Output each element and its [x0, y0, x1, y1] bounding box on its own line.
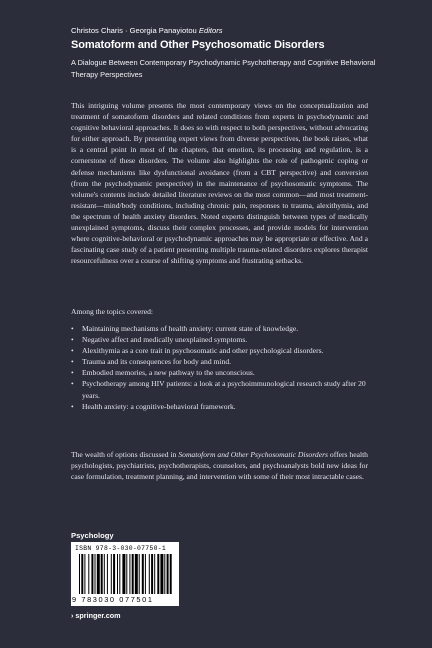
barcode-bar — [79, 554, 80, 594]
barcode-bar — [160, 554, 163, 594]
closing-text — [71, 449, 368, 482]
barcode-bar — [164, 554, 165, 594]
barcode-bar — [157, 554, 159, 594]
barcode-bar — [88, 554, 89, 594]
barcode-bar — [81, 554, 83, 594]
barcode-bar — [151, 554, 153, 594]
description — [71, 100, 368, 266]
editors-suffix: Editors — [198, 26, 223, 35]
topics-intro: Among the topics covered: — [71, 307, 154, 316]
barcode-bar — [170, 554, 172, 594]
barcode-bar — [91, 554, 93, 594]
topic-item: • Trauma and its consequences for body and mind. — [71, 356, 371, 367]
barcode-bar — [135, 554, 138, 594]
topic-item: • Embodied memories, a new pathway to the unconscious. — [71, 367, 371, 378]
description-paragraph: This intriguing volume presents the most contemporary views on the conceptualization and treatment of somatoform disorders and related conditions from experts in psychodynamic and cognitive behavioral approaches. It does so with respect to both perspectives, without advocating for either approach. By presenting expert views from diverse perspectives, the book raises, what is a central point in most of the chapters, that emotion, its processing and regulation, is a cornerstone of these disorders. The volume also highlights the role of pathogenic coping or defense mechanisms like dysfunctional avoidance (from a CBT perspective) and conversion (from the psychodynamic perspective) in the maintenance of psychosomatic symptoms. The volume's contents include detailed literature reviews on the most common—and most treatment-resistant—mind/body conditions, including chronic pain, responses to trauma, alexithymia, and the spectrum of health anxiety disorders. Noted experts distinguish between types of medically unexplained symptoms, discuss their complex processes, and provide models for intervention where cognitive-behavioral or psychodynamic approaches may be appropriate or effective. And a fascinating case study of a patient presenting multiple trauma-related disorders explores therapist resourcefulness over a course of shifting symptoms and frustrating setbacks. — [71, 101, 368, 266]
barcode-bar — [126, 554, 127, 594]
topics-list — [71, 323, 371, 412]
book-subtitle: A Dialogue Between Contemporary Psychodynamic Psychotherapy and Cognitive Behavioral Therapy Perspectives — [71, 58, 376, 79]
barcode-bar — [149, 554, 150, 594]
barcode-bar — [107, 554, 108, 594]
closing-paragraph — [71, 449, 368, 482]
barcode-bar — [122, 554, 125, 594]
topic-item: • Negative affect and medically unexplained symptoms. — [71, 334, 371, 345]
topic-item: • Health anxiety: a cognitive-behavioral framework. — [71, 401, 371, 412]
barcode-bar — [84, 554, 85, 594]
isbn-text: ISBN 978-3-030-07750-1 — [75, 545, 166, 552]
barcode-bar — [132, 554, 134, 594]
barcode — [71, 542, 179, 606]
book-title: Somatoform and Other Psychosomatic Disorders — [71, 39, 325, 51]
barcode-bar — [111, 554, 112, 594]
barcode-bar — [167, 554, 169, 594]
barcode-bars — [79, 554, 173, 594]
barcode-bar — [95, 554, 96, 594]
barcode-digits: 9 783030 077501 — [72, 595, 154, 604]
barcode-bar — [119, 554, 120, 594]
category-label: Psychology — [71, 531, 114, 540]
barcode-bar — [97, 554, 100, 594]
barcode-bar — [117, 554, 118, 594]
publisher-link[interactable]: › springer.com — [71, 611, 121, 620]
closing-book-title: Somatoform and Other Psychosomatic Disorders — [178, 450, 328, 459]
closing-before: The wealth of options discussed in — [71, 450, 179, 459]
barcode-bar — [129, 554, 130, 594]
barcode-bar — [104, 554, 105, 594]
closing-after: offers health psychologists, psychiatrists, psychotherapists, counselors, and psychoanalysts bold new ideas for case formulation, treatment planning, and intervention with some of their most intractable cases. — [71, 450, 368, 482]
editors-names: Christos Charis · Georgia Panayiotou — [71, 26, 197, 35]
topic-item: • Psychotherapy among HIV patients: a look at a psychoimmunological research study after 20 years. — [71, 378, 371, 400]
barcode-bar — [145, 554, 146, 594]
editors-line — [71, 26, 223, 35]
barcode-bar — [139, 554, 140, 594]
barcode-bar — [101, 554, 103, 594]
barcode-bar — [154, 554, 155, 594]
barcode-bar — [113, 554, 115, 594]
topic-item: • Maintaining mechanisms of health anxiety: current state of knowledge. — [71, 323, 371, 334]
barcode-bar — [142, 554, 144, 594]
topic-item: • Alexithymia as a core trait in psychosomatic and other psychological disorders. — [71, 345, 371, 356]
